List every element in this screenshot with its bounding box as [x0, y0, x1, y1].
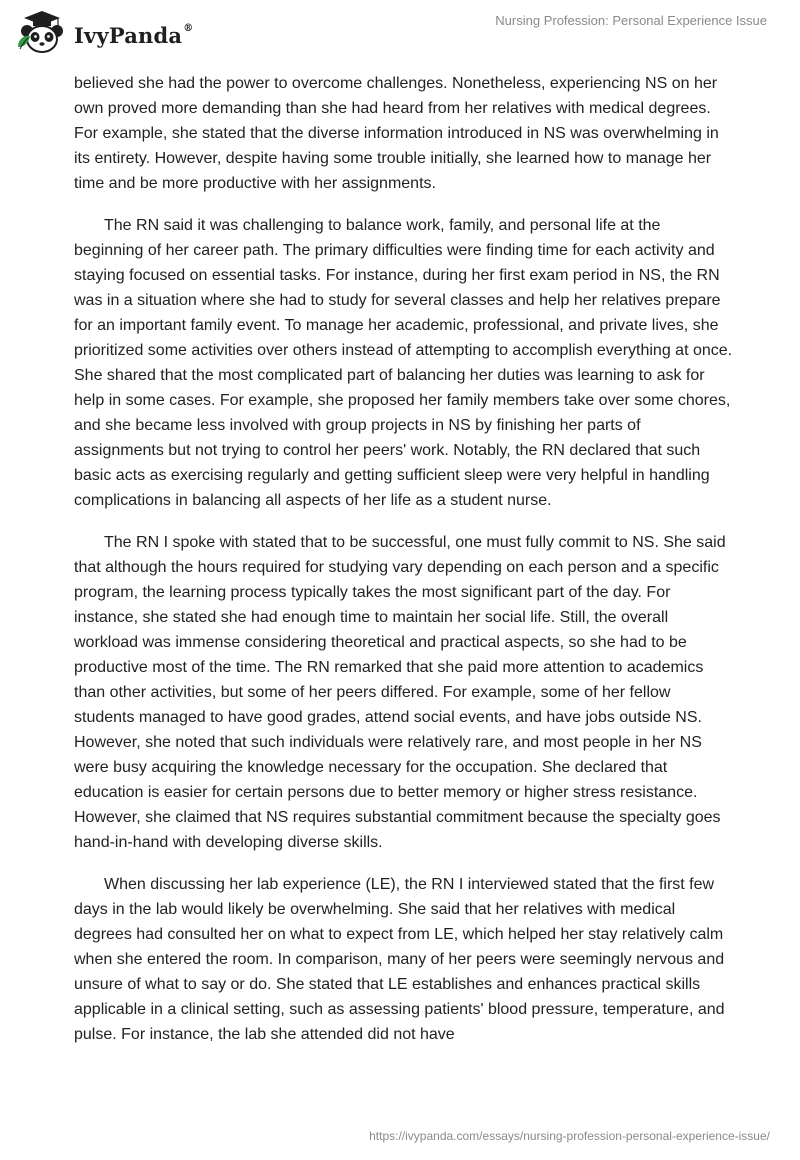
- registered-mark: ®: [183, 22, 194, 34]
- page-header: [0, 0, 800, 70]
- logo-text: [74, 23, 193, 48]
- paragraph: The RN said it was challenging to balance work, family, and personal life at the beginning of her career path. The primary difficulties were finding time for each activity and staying focused on essential tasks. For instance, during her first exam period in NS, the RN was in a situation where she had to study for several classes and help her relatives prepare for an important family event. To manage her academic, professional, and private lives, she prioritized some activities over others instead of attempting to accomplish everything at once. She shared that the most complicated part of balancing her duties was learning to ask for help in some cases. For example, she proposed her family members take over some chores, and she became less involved with group projects in NS by finishing her parts of assignments but not trying to control her peers' work. Notably, the RN declared that such basic acts as exercising regularly and getting sufficient sleep were very helpful in handling complications in balancing all aspects of her life as a student nurse.: [74, 217, 733, 509]
- essay-body: [74, 71, 734, 1064]
- panda-graduate-icon: [14, 9, 70, 55]
- paragraph-continuation: believed she had the power to overcome challenges. Nonetheless, experiencing NS on her own proved more demanding than she had heard from her relatives with medical degrees. For example, she stated that the diverse information introduced in NS was overwhelming in its entirety. However, despite having some trouble initially, she learned how to manage her time and be more productive with her assignments.: [74, 75, 719, 192]
- source-url[interactable]: https://ivypanda.com/essays/nursing-profession-personal-experience-issue/: [369, 1129, 770, 1143]
- document-title: Nursing Profession: Personal Experience Issue: [495, 13, 767, 28]
- paragraph: The RN I spoke with stated that to be successful, one must fully commit to NS. She said that although the hours required for studying vary depending on each person and a specific program, the learning process typically takes the most significant part of the day. For instance, she stated she had enough time to maintain her social life. Still, the overall workload was immense considering theoretical and practical aspects, so she had to be productive most of the time. The RN remarked that she paid more attention to academics than other activities, but some of her peers differed. For example, some of her fellow students managed to have good grades, attend social events, and have jobs outside NS. However, she noted that such individuals were relatively rare, and most people in her NS were busy acquiring the knowledge necessary for the occupation. She declared that education is easier for certain persons due to better memory or higher stress resistance. However, she claimed that NS requires substantial commitment because the specialty goes hand-in-hand with developing diverse skills.: [74, 534, 726, 851]
- logo-wordmark: IvyPanda: [74, 22, 183, 48]
- ivypanda-logo[interactable]: [14, 10, 193, 54]
- paragraph: When discussing her lab experience (LE), the RN I interviewed stated that the first few days in the lab would likely be overwhelming. She said that her relatives with medical degrees had consulted her on what to expect from LE, which helped her stay relatively calm when she entered the room. In comparison, many of her peers were seemingly nervous and unsure of what to say or do. She stated that LE establishes and enhances practical skills applicable in a clinical setting, such as assessing patients' blood pressure, temperature, and pulse. For instance, the lab she attended did not have: [74, 876, 725, 1043]
